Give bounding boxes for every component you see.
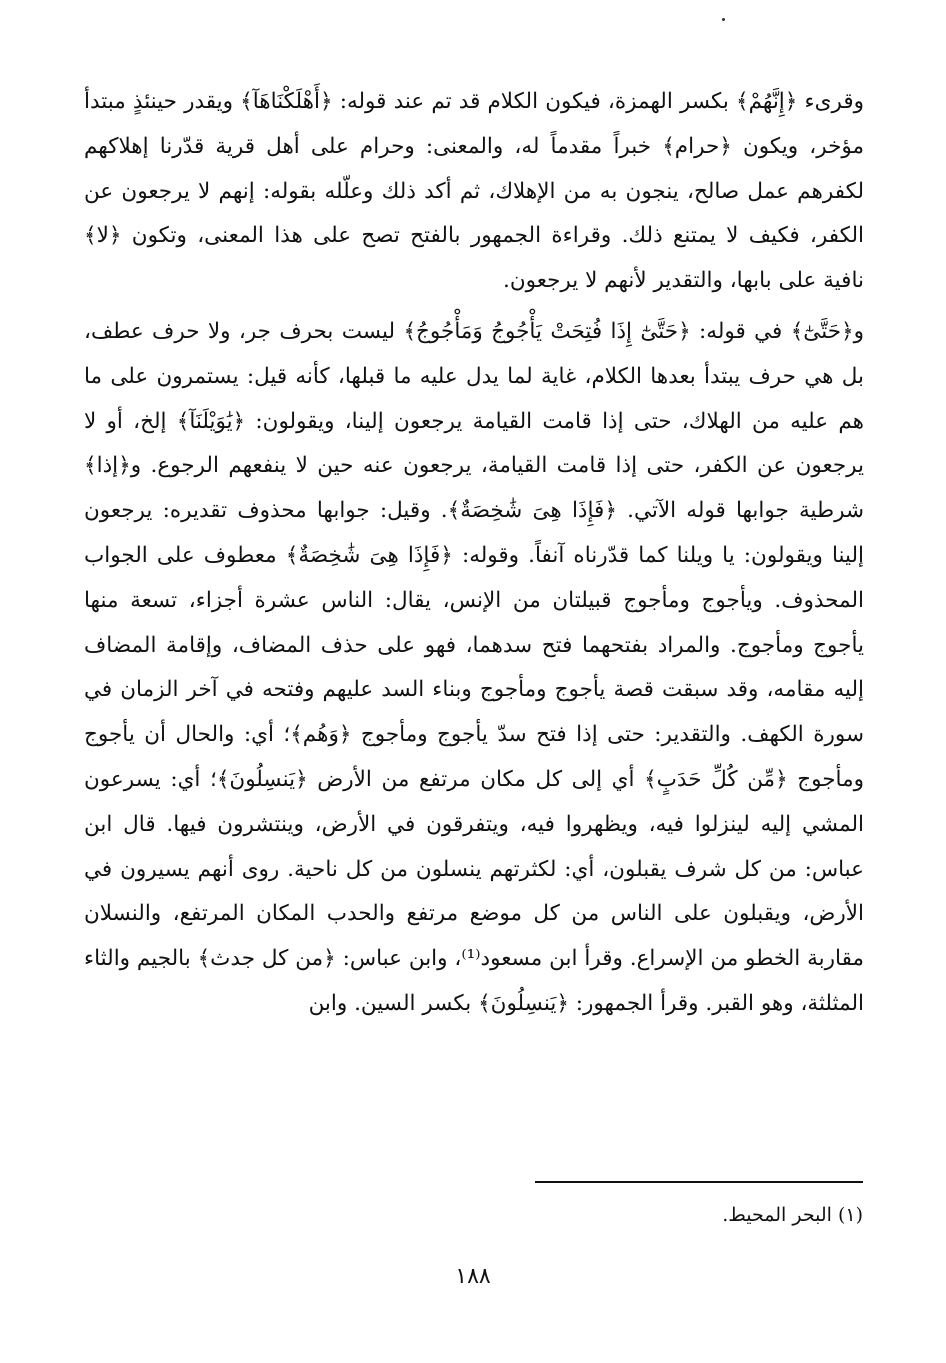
- footnote: (١) البحر المحيط.: [722, 1204, 863, 1226]
- main-text: [84, 80, 864, 1027]
- page-mark: [722, 18, 725, 21]
- paragraph-1: وقرىء ﴿إِنَّهُمْ﴾ بكسر الهمزة، فيكون الكلام قد تم عند قوله: ﴿أَهْلَكْنَاهَآ﴾ ويقدر حينئذٍ مبتدأ مؤخر، ويكون ﴿حرام﴾ خبراً مقدماً له، والمعنى: وحرام على أهل قرية قدّرنا إهلاكهم لكفرهم عمل صالح، ينجون به من الإهلاك، ثم أكد ذلك وعلّله بقوله: إنهم لا يرجعون عن الكفر، فكيف لا يمتنع ذلك. وقراءة الجمهور بالفتح تصح على هذا المعنى، وتكون ﴿لا﴾ نافية على بابها، والتقدير لأنهم لا يرجعون.: [84, 89, 864, 294]
- page-number: ١٨٨: [455, 1264, 491, 1289]
- paragraph-2: و﴿حَتَّىٰٓ﴾ في قوله: ﴿حَتَّىٰٓ إِذَا فُتِحَتْ يَأْجُوجُ وَمَأْجُوجُ﴾ ليست بحرف جر، ولا حرف عطف، بل هي حرف يبتدأ بعدها الكلام، غاية لما يدل عليه ما قبلها، كأنه قيل: يستمرون على ما هم عليه من الهلاك، حتى إذا قامت القيامة يرجعون إلينا، ويقولون: ﴿يَٰوَيْلَنَآ﴾ إلخ، أو لا يرجعون عن الكفر، حتى إذا قامت القيامة، يرجعون عنه حين لا ينفعهم الرجوع. و﴿إذا﴾ شرطية جوابها قوله الآتي. ﴿فَإِذَا هِىَ شَٰخِصَةٌ﴾. وقيل: جوابها محذوف تقديره: يرجعون إلينا ويقولون: يا ويلنا كما قدّرناه آنفاً. وقوله: ﴿فَإِذَا هِىَ شَٰخِصَةٌ﴾ معطوف على الجواب المحذوف. ويأجوج ومأجوج قبيلتان من الإنس، يقال: الناس عشرة أجزاء، تسعة منها يأجوج ومأجوج. والمراد بفتحهما فتح سدهما، فهو على حذف المضاف، وإقامة المضاف إليه مقامه، وقد سبقت قصة يأجوج ومأجوج وبناء السد عليهم وفتحه في آخر الزمان في سورة الكهف. والتقدير: حتى إذا فتح سدّ يأجوج ومأجوج ﴿وَهُم﴾؛ أي: والحال أن يأجوج ومأجوج ﴿مِّن كُلِّ حَدَبٍ﴾ أي إلى كل مكان مرتفع من الأرض ﴿يَنسِلُونَ﴾؛ أي: يسرعون المشي إليه لينزلوا فيه، ويظهروا فيه، ويتفرقون في الأرض، وينتشرون فيها. قال ابن عباس: من كل شرف يقبلون، أي: لكثرتهم ينسلون من كل ناحية. روى أنهم يسيرون في الأرض، ويقبلون على الناس من كل موضع مرتفع والحدب المكان المرتفع، والنسلان مقاربة الخطو من الإسراع. وقرأ ابن مسعود⁽¹⁾، وابن عباس: ﴿من كل جدث﴾ بالجيم والثاء المثلثة، وهو القبر. وقرأ الجمهور: ﴿يَنسِلُونَ﴾ بكسر السين. وابن: [84, 318, 864, 1016]
- footnote-divider: [535, 1181, 863, 1183]
